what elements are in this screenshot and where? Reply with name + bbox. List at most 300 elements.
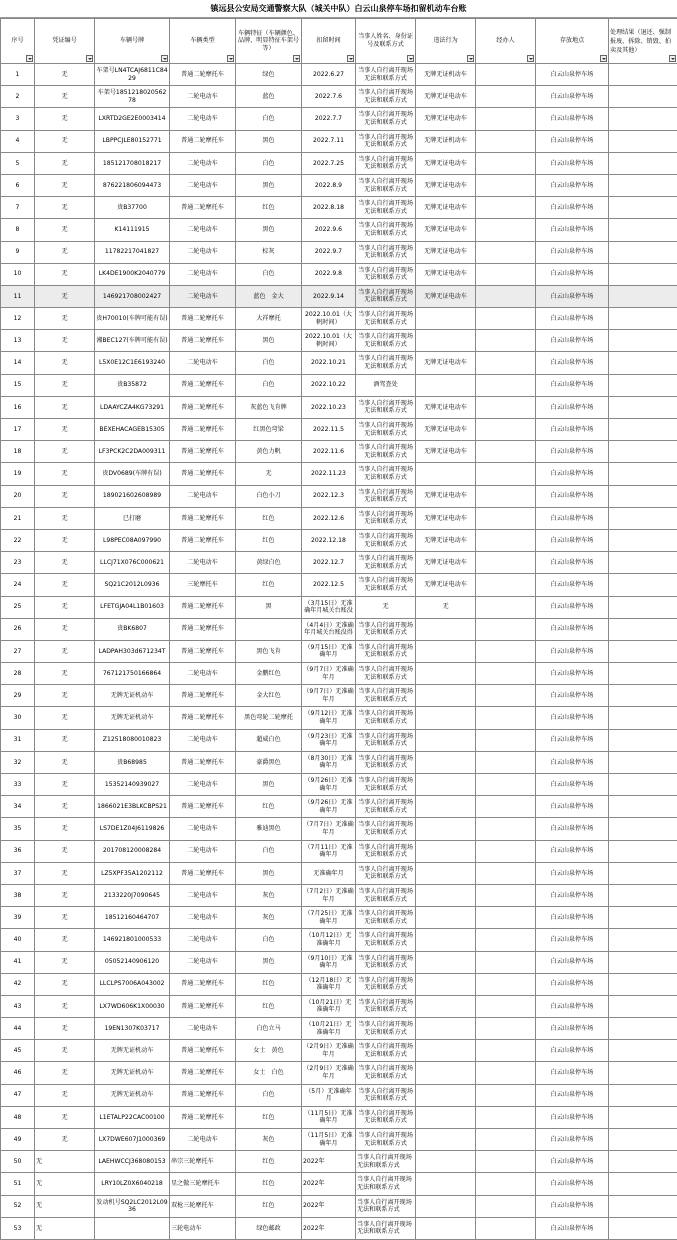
- table-row: [1, 197, 677, 219]
- cell-party-info: 当事人自行离开现场无法和联系方式: [356, 774, 416, 796]
- cell-features: 红色: [236, 1106, 302, 1128]
- vehicle-ledger-table: [0, 18, 677, 1240]
- table-row: [1, 130, 677, 152]
- cell-seize-time: （9月26日）无准确年月: [302, 796, 356, 818]
- cell-features: 蓝色 金大: [236, 285, 302, 307]
- cell-storage-location: 白云山泉停车场: [536, 263, 609, 285]
- cell-voucher-no: 无: [35, 840, 95, 862]
- cell-storage-location: 白云山泉停车场: [536, 419, 609, 441]
- cell-voucher-no: 无: [35, 818, 95, 840]
- cell-seq: 25: [1, 596, 35, 618]
- cell-features: 黄绿白色: [236, 552, 302, 574]
- cell-storage-location: 白云山泉停车场: [536, 241, 609, 263]
- cell-handler: [476, 618, 536, 640]
- cell-voucher-no: 无: [35, 596, 95, 618]
- cell-features: 超威白色: [236, 729, 302, 751]
- cell-party-info: 当事人自行离开现场无法和联系方式: [356, 1084, 416, 1106]
- cell-storage-location: 白云山泉停车场: [536, 1018, 609, 1040]
- table-row: [1, 1151, 677, 1173]
- cell-plate: LF3PCK2C2DA009311: [95, 441, 170, 463]
- table-row: [1, 685, 677, 707]
- cell-party-info: 当事人自行离开现场无法和联系方式: [356, 352, 416, 374]
- cell-voucher-no: 无: [35, 263, 95, 285]
- cell-voucher-no: 无: [35, 463, 95, 485]
- cell-violation: 无牌无证电动车: [416, 352, 476, 374]
- cell-seq: 16: [1, 396, 35, 418]
- cell-result: [609, 663, 677, 685]
- cell-features: 红色: [236, 973, 302, 995]
- cell-vehicle-type: 二轮电动车: [170, 907, 236, 929]
- cell-handler: [476, 774, 536, 796]
- cell-vehicle-type: 普通二轮摩托车: [170, 1084, 236, 1106]
- cell-violation: [416, 1018, 476, 1040]
- cell-seq: 47: [1, 1084, 35, 1106]
- filter-dropdown-icon[interactable]: [600, 55, 607, 62]
- cell-violation: [416, 308, 476, 330]
- table-row: [1, 796, 677, 818]
- cell-storage-location: 白云山泉停车场: [536, 907, 609, 929]
- cell-handler: [476, 374, 536, 396]
- filter-dropdown-icon[interactable]: [26, 55, 33, 62]
- cell-seq: 10: [1, 263, 35, 285]
- cell-party-info: 当事人自行离开现场无法和联系方式: [356, 1217, 416, 1239]
- table-row: [1, 1040, 677, 1062]
- cell-storage-location: 白云山泉停车场: [536, 1129, 609, 1151]
- cell-seize-time: 2022.8.18: [302, 197, 356, 219]
- cell-voucher-no: 无: [35, 663, 95, 685]
- cell-result: [609, 574, 677, 596]
- cell-handler: [476, 862, 536, 884]
- cell-seq: 37: [1, 862, 35, 884]
- cell-result: [609, 308, 677, 330]
- cell-features: 无: [236, 463, 302, 485]
- cell-result: [609, 1106, 677, 1128]
- cell-storage-location: 白云山泉停车场: [536, 618, 609, 640]
- cell-handler: [476, 463, 536, 485]
- cell-violation: [416, 707, 476, 729]
- cell-features: 黑色: [236, 130, 302, 152]
- cell-party-info: 当事人自行离开现场无法和联系方式: [356, 1129, 416, 1151]
- cell-voucher-no: 无: [35, 907, 95, 929]
- cell-result: [609, 1062, 677, 1084]
- cell-features: 豪爵黑色: [236, 751, 302, 773]
- cell-storage-location: 白云山泉停车场: [536, 574, 609, 596]
- cell-plate: LADPAH303d671234T: [95, 640, 170, 662]
- cell-seize-time: 2022.12.7: [302, 552, 356, 574]
- cell-party-info: 当事人自行离开现场无法和联系方式: [356, 529, 416, 551]
- cell-voucher-no: 无: [35, 995, 95, 1017]
- cell-plate: 189021602608989: [95, 485, 170, 507]
- table-row: [1, 529, 677, 551]
- cell-seq: 24: [1, 574, 35, 596]
- cell-seize-time: （9月26日）无准确年月: [302, 774, 356, 796]
- cell-voucher-no: 无: [35, 507, 95, 529]
- cell-result: [609, 1129, 677, 1151]
- cell-result: [609, 729, 677, 751]
- cell-handler: [476, 308, 536, 330]
- cell-seize-time: 无准确年月: [302, 862, 356, 884]
- cell-storage-location: 白云山泉停车场: [536, 1151, 609, 1173]
- filter-dropdown-icon[interactable]: [527, 55, 534, 62]
- cell-party-info: 当事人自行离开现场无法和联系方式: [356, 973, 416, 995]
- cell-features: 雅迪黑色: [236, 818, 302, 840]
- cell-handler: [476, 552, 536, 574]
- cell-violation: 无牌无证电动车: [416, 197, 476, 219]
- cell-features: 白色: [236, 108, 302, 130]
- cell-vehicle-type: 普通二轮摩托车: [170, 308, 236, 330]
- cell-seize-time: （11月5日）无准确年月: [302, 1129, 356, 1151]
- cell-plate: 201708120008284: [95, 840, 170, 862]
- cell-voucher-no: 无: [35, 685, 95, 707]
- cell-vehicle-type: 普通二轮摩托车: [170, 751, 236, 773]
- cell-seq: 45: [1, 1040, 35, 1062]
- cell-storage-location: 白云山泉停车场: [536, 995, 609, 1017]
- cell-result: [609, 263, 677, 285]
- cell-seize-time: 2022.11.6: [302, 441, 356, 463]
- cell-handler: [476, 840, 536, 862]
- cell-vehicle-type: 普通二轮摩托车: [170, 1040, 236, 1062]
- cell-result: [609, 152, 677, 174]
- cell-handler: [476, 1040, 536, 1062]
- cell-vehicle-type: 二轮电动车: [170, 352, 236, 374]
- table-row: [1, 640, 677, 662]
- cell-seize-time: （2月9日）无准确年月: [302, 1062, 356, 1084]
- header-plate: [95, 19, 170, 64]
- header-label: 处理结果（退还、强制报废、拆除、销毁、拍卖及其他）: [610, 28, 671, 54]
- cell-voucher-no: 无: [35, 884, 95, 906]
- cell-seq: 34: [1, 796, 35, 818]
- cell-vehicle-type: 普通二轮摩托车: [170, 796, 236, 818]
- table-row: [1, 330, 677, 352]
- filter-dropdown-icon[interactable]: [467, 55, 474, 62]
- cell-handler: [476, 219, 536, 241]
- cell-party-info: 当事人自行离开现场无法和联系方式: [356, 485, 416, 507]
- cell-party-info: 当事人自行离开现场无法和联系方式: [356, 396, 416, 418]
- cell-seq: 44: [1, 1018, 35, 1040]
- cell-plate: LDAAYCZA4KG73291: [95, 396, 170, 418]
- cell-violation: 无: [416, 596, 476, 618]
- cell-violation: [416, 796, 476, 818]
- table-row: [1, 596, 677, 618]
- header-result: [609, 19, 677, 64]
- cell-result: [609, 485, 677, 507]
- cell-storage-location: 白云山泉停车场: [536, 507, 609, 529]
- cell-features: 蓝色: [236, 86, 302, 108]
- cell-party-info: 当事人自行离开现场无法和联系方式: [356, 219, 416, 241]
- cell-violation: [416, 929, 476, 951]
- cell-seize-time: 2022.12.6: [302, 507, 356, 529]
- cell-seq: 12: [1, 308, 35, 330]
- cell-party-info: 当事人自行离开现场无法和联系方式: [356, 285, 416, 307]
- cell-seize-time: 2022.12.5: [302, 574, 356, 596]
- cell-seq: 19: [1, 463, 35, 485]
- cell-seq: 30: [1, 707, 35, 729]
- cell-seq: 9: [1, 241, 35, 263]
- cell-violation: [416, 907, 476, 929]
- header-seize-time: [302, 19, 356, 64]
- cell-features: 白色: [236, 152, 302, 174]
- cell-violation: [416, 463, 476, 485]
- cell-features: 黑色: [236, 330, 302, 352]
- filter-dropdown-icon[interactable]: [669, 55, 676, 62]
- cell-handler: [476, 929, 536, 951]
- cell-plate: LZ5XPF35A1202112: [95, 862, 170, 884]
- cell-violation: 无牌无证电动车: [416, 419, 476, 441]
- cell-vehicle-type: 二轮电动车: [170, 818, 236, 840]
- cell-violation: [416, 751, 476, 773]
- cell-storage-location: 白云山泉停车场: [536, 973, 609, 995]
- cell-party-info: 当事人自行离开现场无法和联系方式: [356, 1106, 416, 1128]
- cell-party-info: 当事人自行离开现场无法和联系方式: [356, 152, 416, 174]
- header-label: 车辆号牌: [119, 37, 145, 45]
- cell-handler: [476, 64, 536, 86]
- filter-dropdown-icon[interactable]: [293, 55, 300, 62]
- cell-party-info: 当事人自行离开现场无法和联系方式: [356, 241, 416, 263]
- cell-result: [609, 441, 677, 463]
- cell-seize-time: （5月）无准确年月: [302, 1084, 356, 1106]
- cell-violation: 无牌无证电动车: [416, 285, 476, 307]
- table-row: [1, 1018, 677, 1040]
- cell-seize-time: 2022.7.11: [302, 130, 356, 152]
- cell-violation: [416, 995, 476, 1017]
- cell-plate: L98PEC08A097990: [95, 529, 170, 551]
- cell-result: [609, 929, 677, 951]
- cell-vehicle-type: 普通二轮摩托车: [170, 441, 236, 463]
- cell-result: [609, 1018, 677, 1040]
- cell-voucher-no: 无: [35, 285, 95, 307]
- cell-handler: [476, 973, 536, 995]
- cell-storage-location: 白云山泉停车场: [536, 485, 609, 507]
- cell-handler: [476, 108, 536, 130]
- cell-vehicle-type: 二轮电动车: [170, 951, 236, 973]
- header-violation: [416, 19, 476, 64]
- cell-vehicle-type: 普通二轮摩托车: [170, 419, 236, 441]
- cell-seq: 42: [1, 973, 35, 995]
- cell-storage-location: 白云山泉停车场: [536, 86, 609, 108]
- cell-result: [609, 352, 677, 374]
- table-row: [1, 751, 677, 773]
- cell-storage-location: 白云山泉停车场: [536, 441, 609, 463]
- cell-party-info: 当事人自行离开现场无法和联系方式: [356, 685, 416, 707]
- cell-result: [609, 463, 677, 485]
- table-header: [1, 19, 677, 64]
- cell-result: [609, 1040, 677, 1062]
- cell-party-info: 酒驾查处: [356, 374, 416, 396]
- cell-features: 红色: [236, 1195, 302, 1217]
- cell-result: [609, 1084, 677, 1106]
- cell-plate: 车架号185121802056278: [95, 86, 170, 108]
- cell-storage-location: 白云山泉停车场: [536, 796, 609, 818]
- cell-vehicle-type: 普通二轮摩托车: [170, 374, 236, 396]
- cell-storage-location: 白云山泉停车场: [536, 951, 609, 973]
- cell-plate: 无牌无证机动车: [95, 1084, 170, 1106]
- cell-plate: LLCJ71X076C000621: [95, 552, 170, 574]
- header-label: 扣留时间: [316, 37, 341, 45]
- cell-handler: [476, 1084, 536, 1106]
- cell-voucher-no: 无: [35, 241, 95, 263]
- cell-violation: 无牌无证机动车: [416, 130, 476, 152]
- cell-handler: [476, 1217, 536, 1239]
- cell-handler: [476, 263, 536, 285]
- cell-storage-location: 白云山泉停车场: [536, 1040, 609, 1062]
- cell-seq: 50: [1, 1151, 35, 1173]
- cell-seize-time: （10月21日）无准确年月: [302, 995, 356, 1017]
- cell-seize-time: （4月4日）无准确年月城关台账没得: [302, 618, 356, 640]
- cell-seize-time: 2022.8.9: [302, 174, 356, 196]
- cell-result: [609, 197, 677, 219]
- cell-seize-time: 2022年: [302, 1151, 356, 1173]
- cell-seize-time: 2022.7.25: [302, 152, 356, 174]
- cell-seq: 38: [1, 884, 35, 906]
- cell-party-info: 当事人自行离开现场无法和联系方式: [356, 419, 416, 441]
- filter-dropdown-icon[interactable]: [86, 55, 93, 62]
- cell-party-info: 当事人自行离开现场无法和联系方式: [356, 263, 416, 285]
- cell-seq: 14: [1, 352, 35, 374]
- cell-plate: 车架号LN4TCAJ6811C8429: [95, 64, 170, 86]
- cell-seize-time: 2022.9.14: [302, 285, 356, 307]
- cell-seize-time: 2022年: [302, 1173, 356, 1195]
- cell-voucher-no: 无: [35, 1106, 95, 1128]
- table-row: [1, 241, 677, 263]
- cell-seize-time: 2022年: [302, 1217, 356, 1239]
- cell-features: 黑色: [236, 219, 302, 241]
- cell-voucher-no: 无: [35, 729, 95, 751]
- cell-seize-time: 2022.10.01（大帆时间）: [302, 330, 356, 352]
- cell-party-info: 当事人自行离开现场无法和联系方式: [356, 1018, 416, 1040]
- cell-vehicle-type: 二轮电动车: [170, 174, 236, 196]
- cell-voucher-no: 无: [35, 574, 95, 596]
- cell-result: [609, 884, 677, 906]
- cell-features: 灰色: [236, 1129, 302, 1151]
- cell-result: [609, 685, 677, 707]
- cell-seq: 49: [1, 1129, 35, 1151]
- cell-plate: 2133220J7090645: [95, 884, 170, 906]
- cell-seq: 35: [1, 818, 35, 840]
- cell-vehicle-type: 二轮电动车: [170, 1129, 236, 1151]
- cell-result: [609, 951, 677, 973]
- cell-handler: [476, 640, 536, 662]
- cell-violation: 无牌无证电动车: [416, 174, 476, 196]
- cell-voucher-no: 无: [35, 219, 95, 241]
- cell-party-info: 当事人自行离开现场无法和联系方式: [356, 751, 416, 773]
- cell-party-info: 当事人自行离开现场无法和联系方式: [356, 552, 416, 574]
- filter-dropdown-icon[interactable]: [161, 55, 168, 62]
- table-row: [1, 352, 677, 374]
- table-row: [1, 884, 677, 906]
- cell-violation: [416, 840, 476, 862]
- cell-result: [609, 396, 677, 418]
- cell-seq: 43: [1, 995, 35, 1017]
- cell-vehicle-type: 普通二轮摩托车: [170, 995, 236, 1017]
- cell-voucher-no: 无: [35, 374, 95, 396]
- table-row: [1, 774, 677, 796]
- cell-handler: [476, 574, 536, 596]
- cell-features: 黑: [236, 596, 302, 618]
- cell-voucher-no: 无: [35, 796, 95, 818]
- cell-violation: [416, 374, 476, 396]
- cell-features: 黑色: [236, 862, 302, 884]
- cell-seize-time: （11月5日）无准确年月: [302, 1106, 356, 1128]
- table-row: [1, 441, 677, 463]
- cell-voucher-no: 无: [35, 774, 95, 796]
- cell-party-info: 当事人自行离开现场无法和联系方式: [356, 907, 416, 929]
- cell-vehicle-type: 普通二轮摩托车: [170, 197, 236, 219]
- cell-result: [609, 840, 677, 862]
- cell-vehicle-type: 二轮电动车: [170, 108, 236, 130]
- cell-features: 灰色: [236, 907, 302, 929]
- cell-result: [609, 707, 677, 729]
- cell-vehicle-type: 二轮电动车: [170, 219, 236, 241]
- cell-voucher-no: 无: [35, 751, 95, 773]
- cell-handler: [476, 685, 536, 707]
- cell-vehicle-type: 二轮电动车: [170, 263, 236, 285]
- cell-seize-time: （10月21日）无准确年月: [302, 1018, 356, 1040]
- filter-dropdown-icon[interactable]: [407, 55, 414, 62]
- cell-handler: [476, 707, 536, 729]
- cell-party-info: 当事人自行离开现场无法和联系方式: [356, 1151, 416, 1173]
- table-row: [1, 995, 677, 1017]
- cell-seq: 8: [1, 219, 35, 241]
- cell-plate: 贵BK6807: [95, 618, 170, 640]
- cell-voucher-no: 无: [35, 330, 95, 352]
- cell-voucher-no: 无: [35, 152, 95, 174]
- cell-vehicle-type: 普通二轮摩托车: [170, 396, 236, 418]
- filter-dropdown-icon[interactable]: [227, 55, 234, 62]
- cell-party-info: 当事人自行离开现场无法和联系方式: [356, 86, 416, 108]
- table-row: [1, 1084, 677, 1106]
- table-row: [1, 507, 677, 529]
- header-voucher-no: [35, 19, 95, 64]
- cell-voucher-no: 无: [35, 1018, 95, 1040]
- cell-storage-location: 白云山泉停车场: [536, 1217, 609, 1239]
- table-row: [1, 929, 677, 951]
- cell-violation: 无牌无证电动车: [416, 86, 476, 108]
- cell-result: [609, 796, 677, 818]
- cell-result: [609, 219, 677, 241]
- cell-voucher-no: 无: [35, 1062, 95, 1084]
- cell-result: [609, 529, 677, 551]
- cell-voucher-no: 无: [35, 929, 95, 951]
- cell-violation: 无牌无证电动车: [416, 485, 476, 507]
- cell-plate: LX7DWE607J1000369: [95, 1129, 170, 1151]
- header-label: 序号: [11, 37, 24, 45]
- cell-plate: Z12518080010823: [95, 729, 170, 751]
- cell-plate: 无牌无证机动车: [95, 707, 170, 729]
- table-row: [1, 1195, 677, 1217]
- cell-plate: 1866021E3BLKCBPS21: [95, 796, 170, 818]
- cell-vehicle-type: 二轮电动车: [170, 729, 236, 751]
- cell-violation: 无牌无证电动车: [416, 529, 476, 551]
- cell-storage-location: 白云山泉停车场: [536, 330, 609, 352]
- cell-storage-location: 白云山泉停车场: [536, 1084, 609, 1106]
- cell-violation: [416, 1217, 476, 1239]
- cell-storage-location: 白云山泉停车场: [536, 529, 609, 551]
- cell-features: 白色: [236, 1084, 302, 1106]
- cell-violation: [416, 663, 476, 685]
- cell-voucher-no: 无: [35, 485, 95, 507]
- cell-seize-time: （8月30日）无准确年月: [302, 751, 356, 773]
- cell-storage-location: 白云山泉停车场: [536, 840, 609, 862]
- cell-seize-time: 2022.6.27: [302, 64, 356, 86]
- header-vehicle-type: [170, 19, 236, 64]
- cell-seq: 27: [1, 640, 35, 662]
- filter-dropdown-icon[interactable]: [347, 55, 354, 62]
- cell-vehicle-type: 二轮电动车: [170, 241, 236, 263]
- cell-vehicle-type: 普通二轮摩托车: [170, 596, 236, 618]
- cell-party-info: 当事人自行离开现场无法和联系方式: [356, 174, 416, 196]
- cell-vehicle-type: 普通二轮摩托车: [170, 1062, 236, 1084]
- cell-vehicle-type: 三轮摩托车: [170, 574, 236, 596]
